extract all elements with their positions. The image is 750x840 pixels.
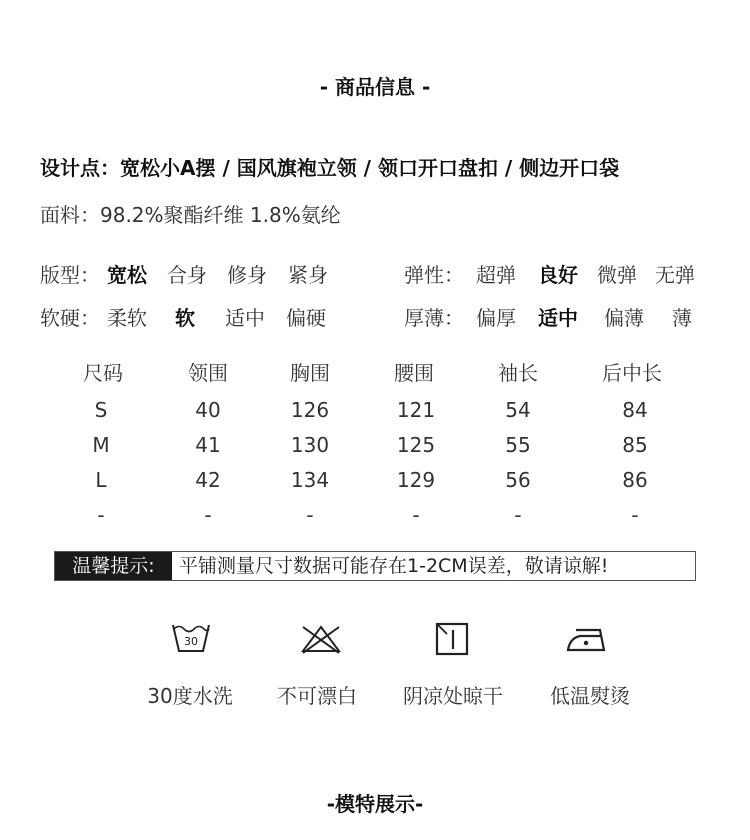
notice-label: 温馨提示: — [55, 552, 172, 580]
table-header: 胸围 — [290, 361, 330, 385]
fit-option-selected: 宽松 — [107, 263, 147, 287]
elasticity-option: 无弹 — [655, 263, 695, 287]
design-points: 设计点：宽松小A摆 / 国风旗袍立领 / 领口开口盘扣 / 侧边开口袋 — [40, 156, 620, 180]
table-cell: 130 — [290, 433, 330, 457]
fit-label: 版型： — [40, 263, 100, 287]
svg-text:30: 30 — [184, 635, 198, 648]
elasticity-option: 微弹 — [597, 263, 637, 287]
notice-text: 平铺测量尺寸数据可能存在1-2CM误差，敬请谅解! — [179, 555, 609, 577]
table-cell: 86 — [622, 468, 648, 492]
table-header: 领围 — [188, 361, 228, 385]
wash-30-icon — [171, 621, 211, 657]
table-header: 尺码 — [83, 361, 123, 385]
softness-option: 适中 — [225, 306, 265, 330]
table-cell: - — [631, 503, 639, 527]
fabric-composition: 面料：98.2%聚酯纤维 1.8%氨纶 — [40, 203, 341, 227]
notice-box — [54, 551, 696, 581]
table-cell: 129 — [396, 468, 436, 492]
model-heading: -模特展示- — [326, 792, 424, 816]
table-cell: 121 — [396, 398, 436, 422]
table-cell: 84 — [622, 398, 648, 422]
care-label-shade-dry: 阴凉处晾干 — [403, 684, 503, 708]
table-header: 腰围 — [394, 361, 434, 385]
care-label-no-bleach: 不可漂白 — [277, 684, 357, 708]
table-cell: M — [92, 433, 110, 457]
care-label-low-iron: 低温熨烫 — [550, 684, 630, 708]
fit-option: 合身 — [167, 263, 207, 287]
thickness-option-selected: 适中 — [538, 306, 578, 330]
table-cell: 134 — [290, 468, 330, 492]
softness-option: 柔软 — [107, 306, 147, 330]
thickness-label: 厚薄： — [404, 306, 464, 330]
table-cell: 41 — [195, 433, 221, 457]
table-cell: 55 — [505, 433, 531, 457]
table-cell: 56 — [505, 468, 531, 492]
shade-dry-icon — [434, 621, 470, 657]
table-cell: - — [204, 503, 212, 527]
elasticity-option: 超弹 — [476, 263, 516, 287]
thickness-option: 偏厚 — [476, 306, 516, 330]
table-cell: - — [514, 503, 522, 527]
softness-label: 软硬： — [40, 306, 100, 330]
table-header: 袖长 — [498, 361, 538, 385]
low-iron-icon — [566, 624, 608, 656]
table-cell: S — [94, 398, 108, 422]
table-cell: 54 — [505, 398, 531, 422]
table-cell: - — [97, 503, 105, 527]
table-header: 后中长 — [602, 361, 662, 385]
softness-option-selected: 软 — [175, 306, 195, 330]
table-cell: L — [95, 468, 107, 492]
thickness-option: 薄 — [672, 306, 692, 330]
thickness-option: 偏薄 — [604, 306, 644, 330]
table-cell: 40 — [195, 398, 221, 422]
care-label-wash: 30度水洗 — [147, 684, 233, 708]
elasticity-label: 弹性： — [404, 263, 464, 287]
table-cell: 126 — [290, 398, 330, 422]
no-bleach-icon — [299, 621, 343, 657]
table-cell: - — [306, 503, 314, 527]
table-cell: 85 — [622, 433, 648, 457]
table-cell: 42 — [195, 468, 221, 492]
table-cell: 125 — [396, 433, 436, 457]
table-cell: - — [412, 503, 420, 527]
elasticity-option-selected: 良好 — [538, 263, 578, 287]
product-info-heading: - 商品信息 - — [319, 75, 431, 99]
fit-option: 修身 — [227, 263, 267, 287]
fit-option: 紧身 — [288, 263, 328, 287]
softness-option: 偏硬 — [286, 306, 326, 330]
